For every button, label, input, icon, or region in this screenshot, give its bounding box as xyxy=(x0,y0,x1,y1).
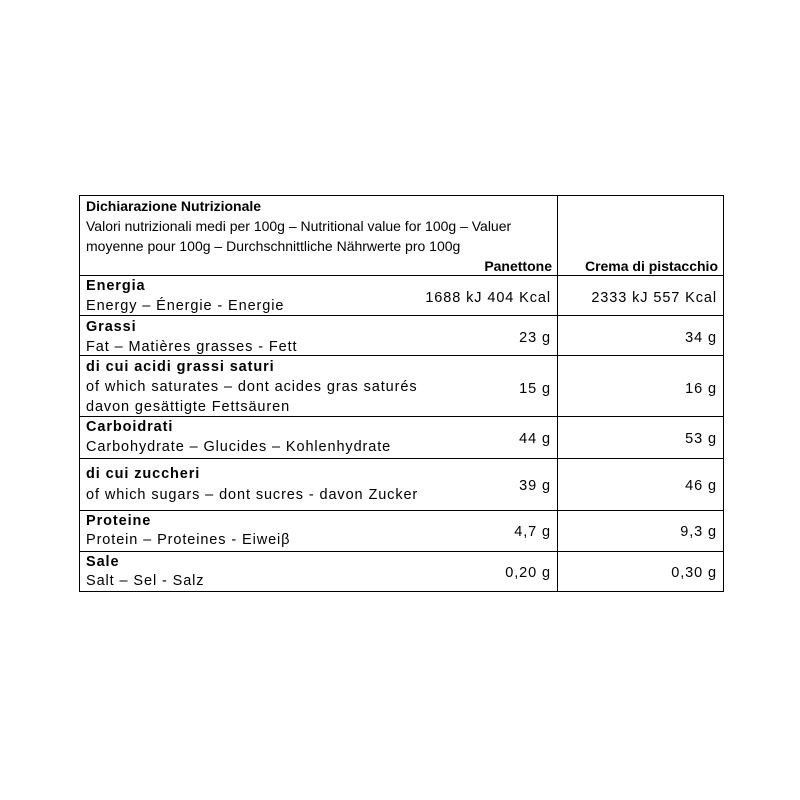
value-panettone-zuccheri: 39 g xyxy=(519,478,551,494)
nutrition-table xyxy=(79,195,724,592)
value-crema-saturi: 16 g xyxy=(685,381,717,397)
column-header-crema: Crema di pistacchio xyxy=(584,258,718,274)
table-subtitle-line1: Valori nutrizionali medi per 100g – Nutritional value for 100g – Valuer xyxy=(86,218,512,234)
value-crema-carboidrati: 53 g xyxy=(685,431,717,447)
row-sub-sale: Salt – Sel - Salz xyxy=(86,573,205,589)
row-sub-grassi: Fat – Matières grasses - Fett xyxy=(86,339,298,355)
value-panettone-energia: 1688 kJ 404 Kcal xyxy=(425,290,551,306)
row-divider xyxy=(80,510,723,511)
row-name-carboidrati: Carboidrati xyxy=(86,419,174,435)
row-name-zuccheri: di cui zuccheri xyxy=(86,466,201,482)
value-crema-sale: 0,30 g xyxy=(671,565,717,581)
row-sub-zuccheri: of which sugars – dont sucres - davon Zucker xyxy=(86,487,419,503)
row-divider xyxy=(80,551,723,552)
row-sub-energia: Energy – Énergie - Energie xyxy=(86,298,285,314)
value-panettone-carboidrati: 44 g xyxy=(519,431,551,447)
value-crema-zuccheri: 46 g xyxy=(685,478,717,494)
row-divider xyxy=(80,275,723,276)
value-crema-proteine: 9,3 g xyxy=(680,524,717,540)
row-sub-saturi-1: of which saturates – dont acides gras saturés xyxy=(86,379,418,395)
row-sub-carboidrati: Carbohydrate – Glucides – Kohlenhydrate xyxy=(86,439,392,455)
table-subtitle-line2: moyenne pour 100g – Durchschnittliche Nährwerte pro 100g xyxy=(86,238,461,254)
table-title: Dichiarazione Nutrizionale xyxy=(86,198,262,214)
value-panettone-saturi: 15 g xyxy=(519,381,551,397)
row-name-sale: Sale xyxy=(86,554,120,570)
row-divider xyxy=(80,458,723,459)
value-panettone-sale: 0,20 g xyxy=(505,565,551,581)
row-name-grassi: Grassi xyxy=(86,319,137,335)
row-name-proteine: Proteine xyxy=(86,513,152,529)
row-sub-saturi-2: davon gesättigte Fettsäuren xyxy=(86,399,291,415)
value-panettone-grassi: 23 g xyxy=(519,330,551,346)
row-divider xyxy=(80,315,723,316)
row-divider xyxy=(80,416,723,417)
value-crema-grassi: 34 g xyxy=(685,330,717,346)
value-crema-energia: 2333 kJ 557 Kcal xyxy=(591,290,717,306)
row-name-saturi: di cui acidi grassi saturi xyxy=(86,359,275,375)
column-header-panettone: Panettone xyxy=(484,258,552,274)
column-divider xyxy=(557,196,558,591)
value-panettone-proteine: 4,7 g xyxy=(514,524,551,540)
row-name-energia: Energia xyxy=(86,278,146,294)
row-sub-proteine: Protein – Proteines - Eiweiβ xyxy=(86,532,291,548)
row-divider xyxy=(80,355,723,356)
